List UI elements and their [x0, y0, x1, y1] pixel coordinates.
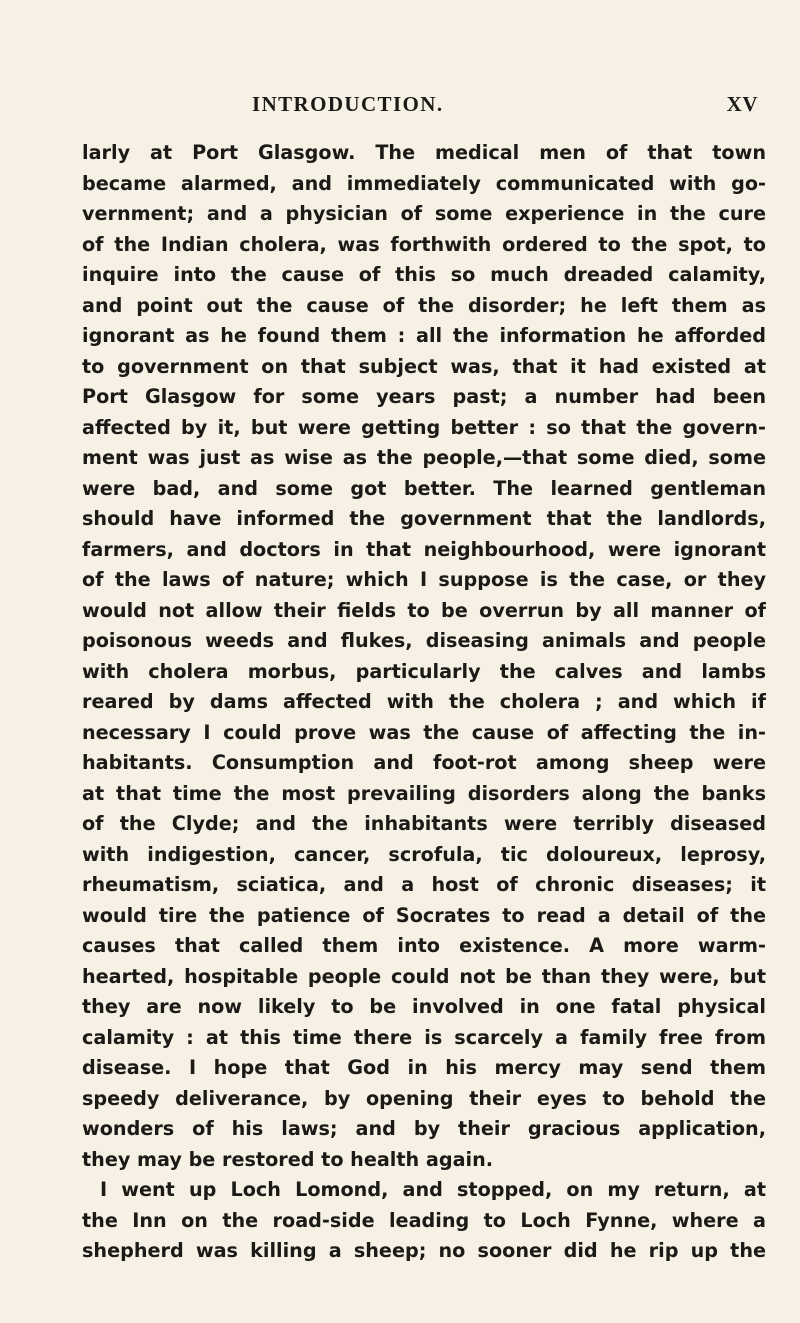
text-line: would not allow their fields to be overrun by all manner of: [82, 598, 766, 622]
text-line: with indigestion, cancer, scrofula, tic doloureux, leprosy,: [82, 842, 766, 866]
text-line: wonders of his laws; and by their gracious application,: [82, 1117, 766, 1140]
text-line: hearted, hospitable people could not be than they were, but: [82, 964, 766, 988]
text-line: should have informed the government that the landlords,: [82, 507, 766, 530]
text-line: ignorant as he found them : all the information he afforded: [82, 324, 766, 347]
text-line: rheumatism, sciatica, and a host of chronic diseases; it: [82, 873, 766, 896]
text-line: reared by dams affected with the cholera ; and which if: [82, 690, 766, 713]
text-line: habitants. Consumption and foot-rot among sheep were: [82, 751, 766, 774]
page-number: XV: [726, 92, 758, 116]
text-line: I went up Loch Lomond, and stopped, on my return, at: [100, 1178, 766, 1201]
text-line: they may be restored to health again.: [82, 1147, 494, 1171]
text-line: vernment; and a physician of some experience in the cure: [82, 202, 766, 225]
text-line: larly at Port Glasgow. The medical men of that town: [82, 141, 766, 164]
paragraph: [82, 138, 766, 1175]
text-line: with cholera morbus, particularly the calves and lambs: [82, 659, 766, 683]
text-line: became alarmed, and immediately communicated with go-: [82, 171, 766, 195]
text-line: would tire the patience of Socrates to read a detail of the: [82, 903, 766, 927]
text-line: Port Glasgow for some years past; a number had been: [82, 385, 766, 408]
text-line: ment was just as wise as the people,—that some died, some: [82, 446, 766, 469]
text-line: farmers, and doctors in that neighbourhood, were ignorant: [82, 537, 766, 561]
text-line: of the Clyde; and the inhabitants were terribly diseased: [82, 812, 766, 835]
text-line: poisonous weeds and flukes, diseasing animals and people: [82, 629, 766, 652]
text-line: to government on that subject was, that it had existed at: [82, 354, 766, 378]
text-line: inquire into the cause of this so much dreaded calamity,: [82, 263, 766, 286]
text-line: calamity : at this time there is scarcely a family free from: [82, 1025, 766, 1049]
text-line: shepherd was killing a sheep; no sooner did he rip up the: [82, 1239, 766, 1262]
paragraph: [82, 1175, 766, 1267]
text-line: and point out the cause of the disorder; he left them as: [82, 293, 766, 317]
text-line: speedy deliverance, by opening their eyes to behold the: [82, 1086, 766, 1110]
text-line: of the Indian cholera, was forthwith ordered to the spot, to: [82, 232, 766, 256]
text-line: at that time the most prevailing disorders along the banks: [82, 781, 766, 805]
text-line: of the laws of nature; which I suppose is the case, or they: [82, 568, 766, 591]
text-line: were bad, and some got better. The learned gentleman: [82, 476, 766, 500]
text-line: necessary I could prove was the cause of affecting the in-: [82, 720, 766, 744]
text-line: they are now likely to be involved in one fatal physical: [82, 995, 766, 1018]
running-head: [150, 92, 780, 122]
text-line: disease. I hope that God in his mercy may send them: [82, 1056, 766, 1079]
body-text: [82, 138, 766, 1267]
text-line: causes that called them into existence. A more warm-: [82, 934, 766, 957]
text-line: affected by it, but were getting better : so that the govern-: [82, 415, 766, 439]
text-line: the Inn on the road-side leading to Loch Fynne, where a: [82, 1208, 766, 1232]
running-title: INTRODUCTION.: [252, 92, 444, 116]
